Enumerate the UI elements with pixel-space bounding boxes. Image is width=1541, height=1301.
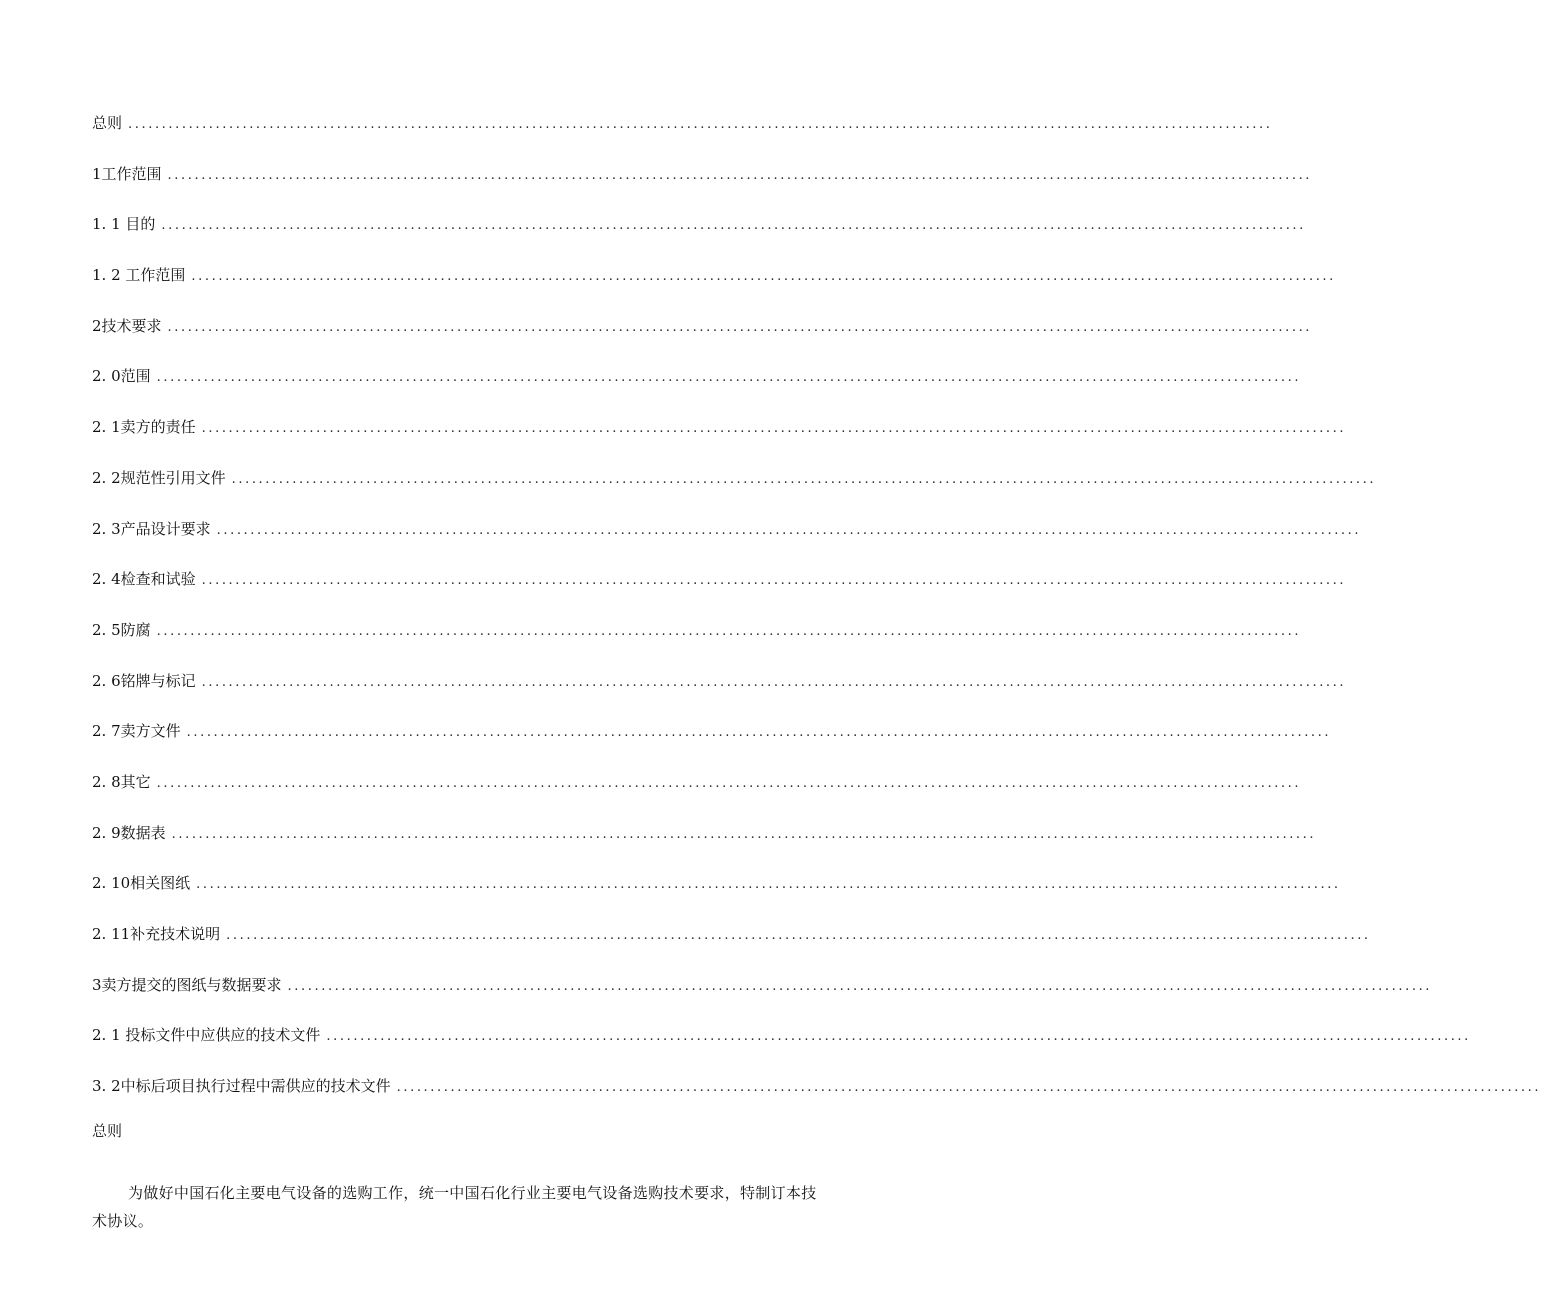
toc-entry[interactable] — [92, 870, 1341, 896]
toc-entry[interactable] — [92, 262, 1336, 288]
toc-entry[interactable] — [92, 516, 1362, 542]
toc-entry-label: 2. 7卖方文件 — [92, 722, 181, 741]
toc-entry[interactable] — [92, 161, 1313, 187]
toc-dot-leader: .......................................................................................................................................................................... — [201, 674, 1347, 690]
toc-entry-label: 3. 2中标后项目执行过程中需供应的技术文件 — [92, 1077, 391, 1096]
toc-dot-leader: .......................................................................................................................................................................... — [226, 928, 1371, 943]
toc-dot-leader: .......................................................................................................................................................................... — [167, 167, 1313, 183]
toc-entry[interactable] — [92, 617, 1302, 643]
toc-dot-leader: .......................................................................................................................................................................... — [396, 1080, 1541, 1096]
toc-dot-leader: .......................................................................................................................................................................... — [156, 775, 1302, 791]
toc-entry-label: 2. 9数据表 — [92, 823, 166, 842]
toc-entry[interactable] — [92, 820, 1317, 846]
toc-dot-leader: .......................................................................................................................................................................... — [191, 269, 1336, 285]
toc-entry-label: 1. 1 目的 — [92, 215, 156, 234]
toc-entry[interactable] — [92, 313, 1313, 339]
toc-entry-label: 2. 6铭牌与标记 — [92, 671, 196, 690]
toc-dot-leader: .......................................................................................................................................................................... — [128, 117, 1273, 132]
toc-entry[interactable] — [92, 465, 1377, 491]
toc-entry-label: 1工作范围 — [92, 164, 162, 183]
toc-dot-leader: .......................................................................................................................................................................... — [156, 370, 1302, 386]
toc-entry[interactable] — [92, 668, 1347, 694]
body-paragraph: 为做好中国石化主要电气设备的选购工作，统一中国石化行业主要电气设备选购技术要求，特制订本技术协议。 — [92, 1184, 817, 1230]
toc-entry[interactable] — [92, 363, 1302, 389]
toc-entry[interactable] — [92, 769, 1302, 795]
toc-entry-label: 2. 2规范性引用文件 — [92, 468, 226, 487]
toc-entry-label: 2. 8其它 — [92, 772, 151, 791]
toc-entry-label: 2. 10相关图纸 — [92, 874, 191, 893]
toc-entry-label: 2. 5防腐 — [92, 620, 151, 639]
toc-entry[interactable] — [92, 110, 1273, 136]
toc-entry-label: 2. 11补充技术说明 — [92, 925, 221, 943]
toc-dot-leader: .......................................................................................................................................................................... — [201, 573, 1347, 589]
toc-entry-label: 3卖方提交的图纸与数据要求 — [92, 975, 282, 994]
toc-entry[interactable] — [92, 566, 1347, 592]
toc-entry[interactable] — [92, 921, 1371, 947]
toc-entry-label: 2. 4检查和试验 — [92, 570, 196, 589]
toc-dot-leader: .......................................................................................................................................................................... — [326, 1029, 1471, 1045]
section-heading: 总则 — [92, 1122, 123, 1140]
toc-dot-leader: .......................................................................................................................................................................... — [156, 623, 1302, 639]
toc-entry-label: 2. 1卖方的责任 — [92, 418, 196, 437]
toc-entry[interactable] — [92, 972, 1433, 998]
toc-entry-label: 1. 2 工作范围 — [92, 266, 186, 285]
toc-dot-leader: .......................................................................................................................................................................... — [201, 421, 1347, 437]
toc-entry-label: 2技术要求 — [92, 316, 162, 335]
toc-dot-leader: .......................................................................................................................................................................... — [287, 978, 1433, 994]
toc-entry[interactable] — [92, 1022, 1471, 1048]
toc-dot-leader: .......................................................................................................................................................................... — [196, 877, 1341, 893]
toc-entry-label: 2. 1 投标文件中应供应的技术文件 — [92, 1026, 321, 1045]
toc-entry[interactable] — [92, 718, 1332, 744]
toc-entry-label: 总则 — [92, 114, 123, 132]
toc-dot-leader: .......................................................................................................................................................................... — [216, 522, 1362, 538]
toc-entry-label: 2. 3产品设计要求 — [92, 519, 211, 538]
toc-entry[interactable] — [92, 414, 1347, 440]
toc-dot-leader: .......................................................................................................................................................................... — [171, 826, 1317, 842]
toc-dot-leader: .......................................................................................................................................................................... — [161, 218, 1306, 234]
toc-entry[interactable] — [92, 1073, 1541, 1099]
toc-dot-leader: .......................................................................................................................................................................... — [186, 725, 1332, 741]
toc-dot-leader: .......................................................................................................................................................................... — [167, 319, 1313, 335]
toc-entry-label: 2. 0范围 — [92, 367, 151, 386]
toc-dot-leader: .......................................................................................................................................................................... — [231, 471, 1377, 487]
toc-entry[interactable] — [92, 211, 1306, 237]
table-of-contents — [92, 110, 1541, 1124]
